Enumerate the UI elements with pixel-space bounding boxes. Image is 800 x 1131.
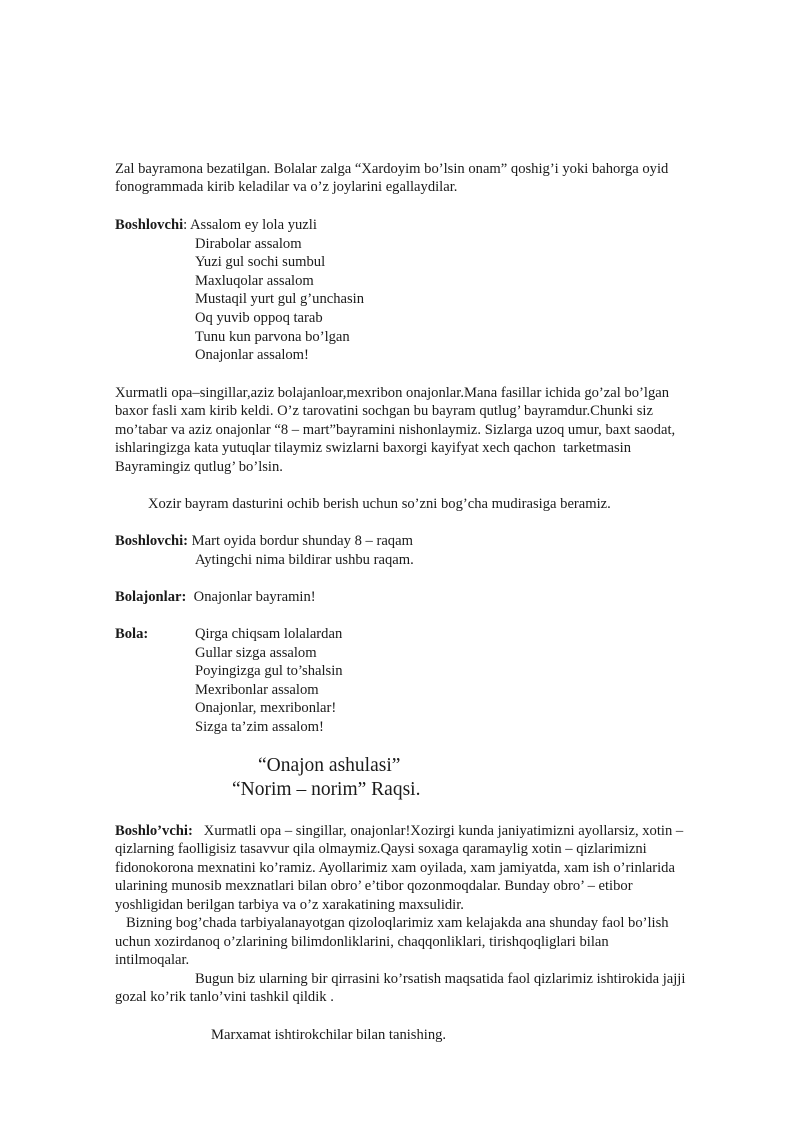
poem-line: Mexribonlar assalom bbox=[195, 682, 319, 698]
dialogue-text: Onajonlar bayramin! bbox=[186, 589, 316, 605]
paragraph-line: uchun xozirdanoq o’zlarining bilimdonliklarini, chaqqonliklari, tirishqoqliglari bilan bbox=[115, 934, 609, 950]
poem-line: Mustaqil yurt gul g’unchasin bbox=[195, 291, 365, 307]
poem-line: Oq yuvib oppoq tarab bbox=[195, 310, 323, 326]
poem-line: Yuzi gul sochi sumbul bbox=[195, 254, 326, 270]
paragraph-line: yoshligidan berilgan tarbiya va o’z xarakatining maxsulidir. bbox=[115, 897, 464, 913]
paragraph-line: qizlarning faolligisiz tasavvur qila olmaymiz.Qaysi soxaga qaramaylig xotin – qizlarimizni bbox=[115, 841, 647, 857]
intro-line: fonogrammada kirib keladilar va o’z joylarini egallaydilar. bbox=[115, 179, 458, 195]
poem-line: Maxluqolar assalom bbox=[195, 273, 314, 289]
intro-line: Zal bayramona bezatilgan. Bolalar zalga “Xardoyim bo’lsin onam” qoshig’i yoki bahorga oyid bbox=[115, 161, 669, 177]
speaker-label: Boshlo’vchi: bbox=[115, 823, 193, 839]
dance-title: “Norim – norim” Raqsi. bbox=[232, 779, 421, 800]
dialogue-line bbox=[115, 588, 316, 607]
paragraph-line: ularining munosib mexznatlari bilan obro’ e’tibor qozonmoqdalar. Bunday obro’ – etibor bbox=[115, 878, 633, 894]
poem-line: Gullar sizga assalom bbox=[195, 645, 317, 661]
paragraph-line: Bizning bog’chada tarbiyalanayotgan qizoloqlarimiz xam kelajakda ana shunday faol bo’lish bbox=[115, 915, 669, 931]
poem-line: Tunu kun parvona bo’lgan bbox=[195, 329, 350, 345]
greeting-line: Bayramingiz qutlug’ bo’lsin. bbox=[115, 459, 283, 475]
dialogue-line bbox=[115, 822, 683, 841]
greeting-line: ishlaringizga kata yutuqlar tilaymiz swizlarni baxorgi kayifyat xech qachon tarketmasin bbox=[115, 440, 632, 456]
poem-first-line bbox=[115, 216, 317, 235]
speaker-label: Bolajonlar: bbox=[115, 589, 187, 605]
poem-line: Onajonlar, mexribonlar! bbox=[195, 700, 337, 716]
dialogue-line bbox=[115, 532, 413, 551]
paragraph-line: Bugun biz ularning bir qirrasini ko’rsatish maqsatida faol qizlarimiz ishtirokida jajji bbox=[195, 971, 686, 987]
poem-line: : Assalom ey lola yuzli bbox=[183, 217, 317, 233]
greeting-line: Xurmatli opa–singillar,aziz bolajanloar,mexribon onajonlar.Mana fasillar ichida go’zal bo’lgan bbox=[115, 385, 670, 401]
poem-line: Qirga chiqsam lolalardan bbox=[195, 626, 343, 642]
dialogue-text: Mart oyida bordur shunday 8 – raqam bbox=[187, 533, 413, 549]
paragraph-line: gozal ko’rik tanlo’vini tashkil qildik . bbox=[115, 989, 334, 1005]
speaker-label: Bola: bbox=[115, 626, 149, 642]
paragraph-line: fidonokorona mexnatini ko’ramiz. Ayollarimiz xam oyilada, xam jamiyatda, xam ish o’rinlarida bbox=[115, 860, 675, 876]
program-line: Xozir bayram dasturini ochib berish uchun so’zni bog’cha mudirasiga beramiz. bbox=[148, 496, 611, 512]
poem-line: Poyingizga gul to’shalsin bbox=[195, 663, 343, 679]
speaker-label: Boshlovchi bbox=[115, 217, 184, 233]
song-title: “Onajon ashulasi” bbox=[258, 755, 401, 776]
poem-line: Dirabolar assalom bbox=[195, 236, 302, 252]
poem-line: Onajonlar assalom! bbox=[195, 347, 309, 363]
greeting-line: mo’tabar va aziz onajonlar “8 – mart”bayramini nishonlaymiz. Sizlarga uzoq umur, baxt saodat, bbox=[115, 422, 676, 438]
paragraph-line: intilmoqalar. bbox=[115, 952, 190, 968]
speaker-label: Boshlovchi: bbox=[115, 533, 188, 549]
greeting-line: baxor fasli xam kirib keldi. O’z tarovatini sochgan bu bayram qutlug’ bayramdur.Chunki siz bbox=[115, 403, 653, 419]
closing-line: Marxamat ishtirokchilar bilan tanishing. bbox=[211, 1027, 447, 1043]
dialogue-text: Xurmatli opa – singillar, onajonlar!Xozirgi kunda janiyatimizni ayollarsiz, xotin – bbox=[192, 823, 684, 839]
dialogue-line: Aytingchi nima bildirar ushbu raqam. bbox=[195, 552, 414, 568]
poem-line: Sizga ta’zim assalom! bbox=[195, 719, 324, 735]
